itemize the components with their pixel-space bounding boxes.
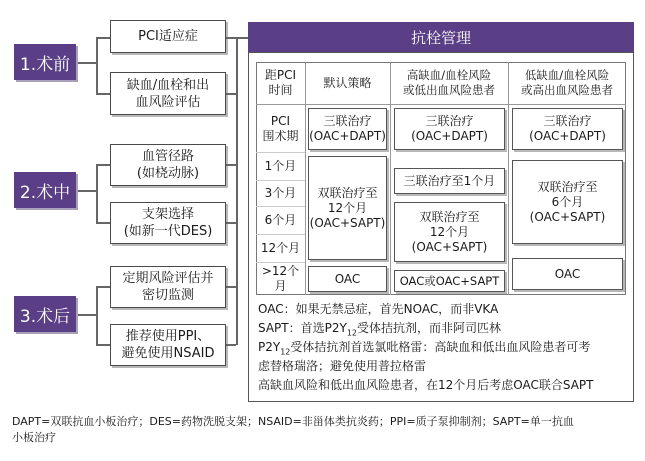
connector: [96, 93, 110, 95]
note-sapt-subscript: 12: [346, 328, 358, 338]
note-long-term: 高缺血风险和低出血风险患者，在12个月后考虑OAC联合SAPT: [258, 378, 594, 392]
monitoring-box: 定期风险评估并 密切监测: [110, 266, 226, 308]
connector: [96, 222, 110, 224]
connector: [226, 344, 236, 346]
time-12-months: 12个月: [260, 241, 301, 255]
connector: [226, 37, 236, 39]
low-dual-therapy: 双联治疗至 6个月 (OAC+SAPT): [512, 160, 623, 244]
pci-indication-box: PCI适应症: [110, 20, 226, 53]
time-3-months: 3个月: [264, 186, 297, 200]
default-dual-therapy: 双联治疗至 12个月 (OAC+SAPT): [308, 156, 387, 260]
note-p2y12-text-a: P2Y: [258, 340, 281, 354]
abbreviation-footnote: DAPT=双联抗血小板治疗；DES=药物洗脱支架；NSAID=非甾体类抗炎药；PPI=质子泵抑制剂；SAPT=单一抗血 小板治疗: [12, 415, 574, 444]
note-oac: OAC：如果无禁忌症，首先NOAC，而非VKA: [258, 302, 499, 316]
stent-selection-box: 支架选择 (如新一代DES): [110, 202, 226, 244]
low-triple-therapy: 三联治疗 (OAC+DAPT): [512, 108, 623, 150]
risk-assessment-box: 缺血/血栓和出 血风险评估: [110, 72, 226, 115]
header-high-risk: 高缺血/血栓风险 或低出血风险患者: [403, 68, 495, 97]
header-low-risk: 低缺血/血栓风险 或高出血风险患者: [521, 68, 613, 97]
note-p2y12-subscript: 12: [280, 347, 291, 357]
note-p2y12-text-b: 受体拮抗剂首选氯吡格雷：高缺血和低出血风险患者可考: [290, 340, 591, 354]
time-6-months: 6个月: [264, 213, 297, 227]
connector: [96, 344, 110, 346]
high-triple-to-1-month: 三联治疗至1个月: [394, 168, 505, 194]
time-periprocedural: PCI 围术期: [262, 114, 299, 143]
high-triple-therapy: 三联治疗 (OAC+DAPT): [394, 108, 505, 150]
phase-post-label: 3.术后: [14, 296, 76, 332]
phase-pre-label: 1.术前: [14, 44, 76, 80]
connector: [226, 222, 236, 224]
connector: [96, 286, 110, 288]
connector: [96, 164, 98, 222]
time-1-month: 1个月: [264, 159, 297, 173]
phase-intra-label: 2.术中: [14, 172, 76, 208]
note-p2y12-cont: 虑替格瑞洛；避免使用普拉格雷: [258, 359, 427, 373]
connector: [78, 314, 96, 316]
vascular-access-box: 血管径路 (如桡动脉): [110, 144, 226, 186]
divider: [256, 104, 626, 105]
connector: [96, 37, 110, 39]
high-dual-therapy: 双联治疗至 12个月 (OAC+SAPT): [394, 202, 505, 262]
connector: [236, 37, 238, 345]
connector: [96, 164, 110, 166]
connector: [226, 286, 236, 288]
header-time: 距PCI 时间: [264, 68, 297, 97]
high-oac-or-oac-sapt: OAC或OAC+SAPT: [394, 270, 505, 292]
connector: [96, 37, 98, 94]
low-oac: OAC: [512, 258, 623, 290]
default-triple-therapy: 三联治疗 (OAC+DAPT): [308, 108, 387, 150]
ppi-nsaid-box: 推荐使用PPI、 避免使用NSAID: [110, 324, 226, 366]
time-over-12-months: >12个月: [261, 264, 300, 293]
header-default: 默认策略: [323, 75, 372, 90]
note-sapt-text-b: 受体拮抗剂，而非阿司匹林: [357, 321, 502, 335]
default-oac: OAC: [308, 266, 387, 292]
connector: [78, 62, 96, 64]
connector: [236, 37, 248, 39]
connector: [78, 190, 96, 192]
connector: [226, 93, 236, 95]
connector: [226, 164, 236, 166]
management-title: 抗栓管理: [248, 22, 634, 52]
note-sapt-text-a: SAPT：首选P2Y: [258, 321, 347, 335]
connector: [96, 286, 98, 344]
